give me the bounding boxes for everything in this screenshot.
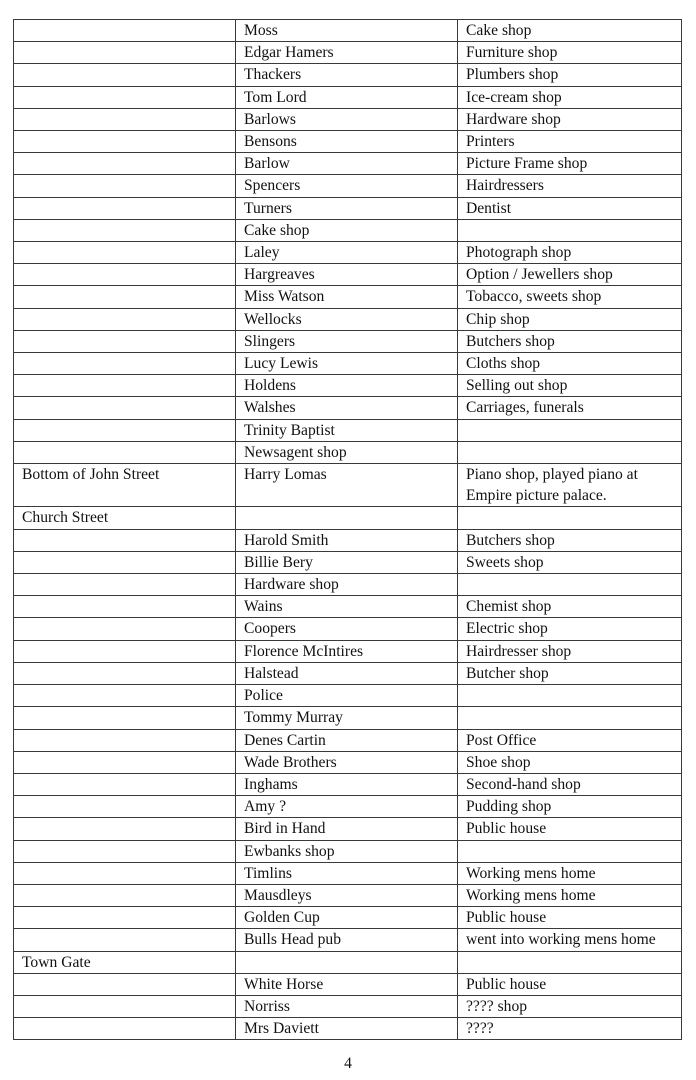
name-cell: Bird in Hand	[236, 818, 458, 840]
name-cell: Laley	[236, 242, 458, 264]
name-cell: Golden Cup	[236, 907, 458, 929]
location-cell	[14, 64, 236, 86]
table-row	[14, 153, 682, 175]
description-cell: Selling out shop	[458, 375, 682, 397]
description-cell: Butchers shop	[458, 529, 682, 551]
name-cell: Florence McIntires	[236, 640, 458, 662]
table-row	[14, 441, 682, 463]
name-cell: Inghams	[236, 773, 458, 795]
table-row	[14, 108, 682, 130]
description-cell: Hardware shop	[458, 108, 682, 130]
name-cell: Walshes	[236, 397, 458, 419]
name-cell: Wellocks	[236, 308, 458, 330]
location-cell: Town Gate	[14, 951, 236, 973]
location-cell	[14, 86, 236, 108]
table-row	[14, 353, 682, 375]
location-cell	[14, 353, 236, 375]
name-cell: Spencers	[236, 175, 458, 197]
location-cell	[14, 707, 236, 729]
table-row	[14, 907, 682, 929]
description-cell	[458, 840, 682, 862]
description-cell: Option / Jewellers shop	[458, 264, 682, 286]
street-directory-table	[13, 19, 682, 1040]
description-cell	[458, 685, 682, 707]
table-row	[14, 419, 682, 441]
description-cell	[458, 219, 682, 241]
description-cell: Butcher shop	[458, 662, 682, 684]
location-cell	[14, 862, 236, 884]
table-row	[14, 64, 682, 86]
name-cell: Police	[236, 685, 458, 707]
name-cell: Moss	[236, 20, 458, 42]
table-row	[14, 375, 682, 397]
table-row	[14, 330, 682, 352]
name-cell	[236, 507, 458, 529]
location-cell	[14, 884, 236, 906]
description-cell	[458, 419, 682, 441]
description-cell: Butchers shop	[458, 330, 682, 352]
location-cell	[14, 574, 236, 596]
table-row	[14, 42, 682, 64]
location-cell	[14, 197, 236, 219]
description-cell: Picture Frame shop	[458, 153, 682, 175]
location-cell	[14, 397, 236, 419]
location-cell	[14, 308, 236, 330]
description-cell: Hairdresser shop	[458, 640, 682, 662]
description-cell: Sweets shop	[458, 551, 682, 573]
location-cell	[14, 685, 236, 707]
location-cell	[14, 441, 236, 463]
table-row	[14, 818, 682, 840]
description-cell: Piano shop, played piano at Empire picture palace.	[458, 464, 682, 507]
name-cell: Tommy Murray	[236, 707, 458, 729]
description-cell	[458, 951, 682, 973]
description-cell: Carriages, funerals	[458, 397, 682, 419]
table-row	[14, 20, 682, 42]
name-cell: Mausdleys	[236, 884, 458, 906]
location-cell	[14, 840, 236, 862]
location-cell: Church Street	[14, 507, 236, 529]
name-cell: Bensons	[236, 131, 458, 153]
name-cell: Timlins	[236, 862, 458, 884]
name-cell: Barlows	[236, 108, 458, 130]
description-cell	[458, 574, 682, 596]
description-cell: Dentist	[458, 197, 682, 219]
name-cell: Coopers	[236, 618, 458, 640]
name-cell: White Horse	[236, 973, 458, 995]
description-cell: Furniture shop	[458, 42, 682, 64]
name-cell: Trinity Baptist	[236, 419, 458, 441]
location-cell	[14, 529, 236, 551]
page-number: 4	[344, 1055, 352, 1072]
name-cell: Halstead	[236, 662, 458, 684]
location-cell	[14, 286, 236, 308]
table-row	[14, 464, 682, 507]
location-cell	[14, 20, 236, 42]
location-cell	[14, 1018, 236, 1040]
description-cell: Tobacco, sweets shop	[458, 286, 682, 308]
name-cell: Cake shop	[236, 219, 458, 241]
description-cell: Electric shop	[458, 618, 682, 640]
name-cell: Bulls Head pub	[236, 929, 458, 951]
table-row	[14, 662, 682, 684]
location-cell	[14, 419, 236, 441]
table-row	[14, 796, 682, 818]
description-cell: Cake shop	[458, 20, 682, 42]
table-row	[14, 264, 682, 286]
description-cell: Pudding shop	[458, 796, 682, 818]
table-row	[14, 973, 682, 995]
table-row	[14, 840, 682, 862]
description-cell: Second-hand shop	[458, 773, 682, 795]
location-cell	[14, 175, 236, 197]
table-row	[14, 507, 682, 529]
location-cell	[14, 818, 236, 840]
name-cell: Slingers	[236, 330, 458, 352]
table-row	[14, 751, 682, 773]
table-row	[14, 596, 682, 618]
description-cell	[458, 507, 682, 529]
location-cell	[14, 108, 236, 130]
description-cell: Post Office	[458, 729, 682, 751]
name-cell: Amy ?	[236, 796, 458, 818]
location-cell	[14, 330, 236, 352]
name-cell: Harry Lomas	[236, 464, 458, 507]
table-row	[14, 308, 682, 330]
location-cell	[14, 219, 236, 241]
location-cell	[14, 596, 236, 618]
name-cell: Wains	[236, 596, 458, 618]
location-cell	[14, 907, 236, 929]
description-cell: Plumbers shop	[458, 64, 682, 86]
table-body	[14, 20, 682, 1040]
description-cell	[458, 707, 682, 729]
description-cell: Shoe shop	[458, 751, 682, 773]
table-row	[14, 951, 682, 973]
name-cell: Barlow	[236, 153, 458, 175]
description-cell: went into working mens home	[458, 929, 682, 951]
location-cell	[14, 264, 236, 286]
description-cell: Public house	[458, 973, 682, 995]
description-cell: Ice-cream shop	[458, 86, 682, 108]
location-cell	[14, 551, 236, 573]
name-cell: Wade Brothers	[236, 751, 458, 773]
description-cell: Chip shop	[458, 308, 682, 330]
location-cell	[14, 796, 236, 818]
table-row	[14, 773, 682, 795]
location-cell	[14, 131, 236, 153]
name-cell: Denes Cartin	[236, 729, 458, 751]
location-cell	[14, 153, 236, 175]
description-cell: Printers	[458, 131, 682, 153]
table-row	[14, 175, 682, 197]
location-cell	[14, 773, 236, 795]
name-cell: Harold Smith	[236, 529, 458, 551]
description-cell: Public house	[458, 818, 682, 840]
description-cell: Public house	[458, 907, 682, 929]
table-row	[14, 884, 682, 906]
table-row	[14, 729, 682, 751]
table-row	[14, 286, 682, 308]
location-cell	[14, 42, 236, 64]
location-cell	[14, 929, 236, 951]
table-row	[14, 574, 682, 596]
table-row	[14, 640, 682, 662]
table-row	[14, 397, 682, 419]
location-cell	[14, 618, 236, 640]
location-cell	[14, 995, 236, 1017]
name-cell: Hardware shop	[236, 574, 458, 596]
table-row	[14, 929, 682, 951]
table-row	[14, 529, 682, 551]
description-cell	[458, 441, 682, 463]
table-row	[14, 1018, 682, 1040]
table-row	[14, 197, 682, 219]
table-row	[14, 131, 682, 153]
name-cell: Billie Bery	[236, 551, 458, 573]
name-cell: Tom Lord	[236, 86, 458, 108]
location-cell	[14, 662, 236, 684]
location-cell	[14, 973, 236, 995]
name-cell: Ewbanks shop	[236, 840, 458, 862]
table-row	[14, 551, 682, 573]
location-cell	[14, 640, 236, 662]
description-cell: ????	[458, 1018, 682, 1040]
name-cell	[236, 951, 458, 973]
table-row	[14, 86, 682, 108]
name-cell: Miss Watson	[236, 286, 458, 308]
name-cell: Mrs Daviett	[236, 1018, 458, 1040]
location-cell: Bottom of John Street	[14, 464, 236, 507]
table-row	[14, 219, 682, 241]
table-row	[14, 995, 682, 1017]
table-row	[14, 707, 682, 729]
description-cell: Working mens home	[458, 862, 682, 884]
location-cell	[14, 729, 236, 751]
description-cell: Hairdressers	[458, 175, 682, 197]
name-cell: Hargreaves	[236, 264, 458, 286]
name-cell: Holdens	[236, 375, 458, 397]
description-cell: Cloths shop	[458, 353, 682, 375]
name-cell: Edgar Hamers	[236, 42, 458, 64]
description-cell: Working mens home	[458, 884, 682, 906]
location-cell	[14, 375, 236, 397]
table-row	[14, 685, 682, 707]
location-cell	[14, 751, 236, 773]
name-cell: Lucy Lewis	[236, 353, 458, 375]
table-row	[14, 862, 682, 884]
name-cell: Newsagent shop	[236, 441, 458, 463]
name-cell: Turners	[236, 197, 458, 219]
description-cell: Photograph shop	[458, 242, 682, 264]
location-cell	[14, 242, 236, 264]
description-cell: ???? shop	[458, 995, 682, 1017]
name-cell: Norriss	[236, 995, 458, 1017]
name-cell: Thackers	[236, 64, 458, 86]
table-row	[14, 242, 682, 264]
description-cell: Chemist shop	[458, 596, 682, 618]
table-row	[14, 618, 682, 640]
